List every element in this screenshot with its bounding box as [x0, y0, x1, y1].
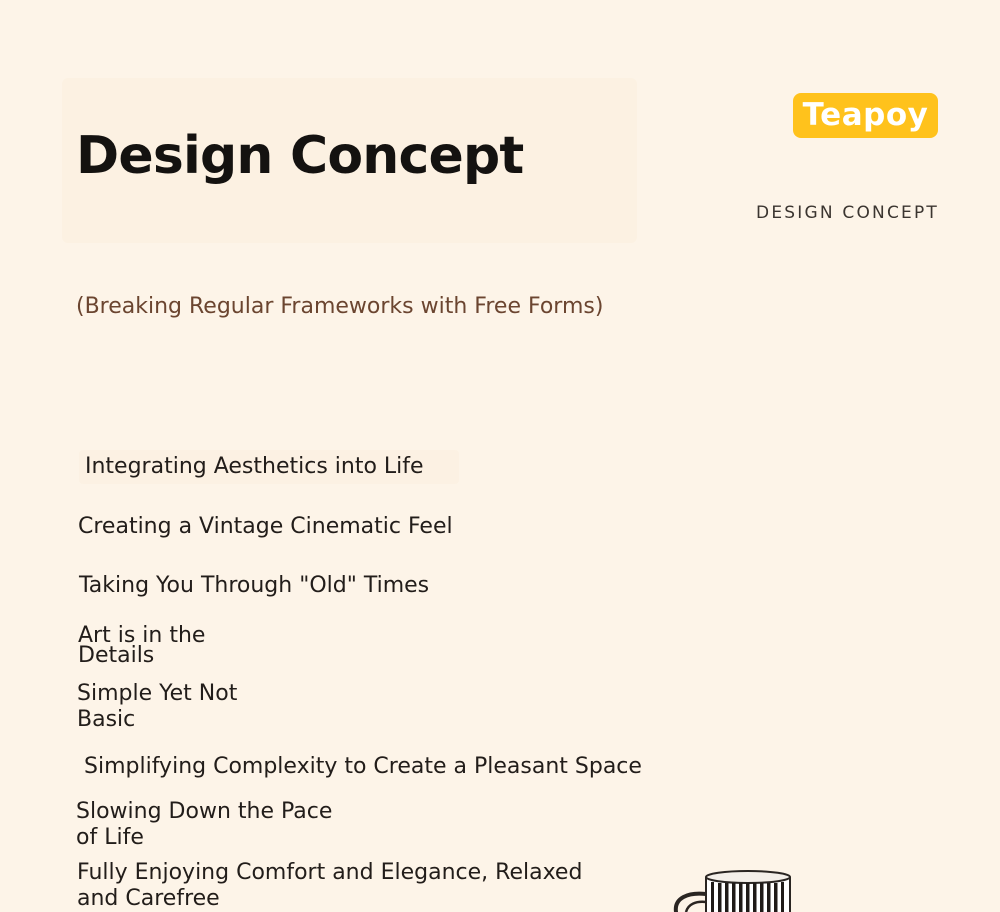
concept-item-simplifying: Simplifying Complexity to Create a Pleasant Space: [84, 754, 642, 779]
concept-item-comfort: Fully Enjoying Comfort and Elegance, Relaxed and Carefree: [77, 860, 583, 911]
section-label: DESIGN CONCEPT: [756, 203, 939, 223]
brand-badge: Teapoy: [793, 93, 938, 138]
concept-item-simple: Simple Yet Not Basic: [77, 681, 238, 732]
striped-cup-image: [668, 868, 798, 912]
concept-item-aesthetics: Integrating Aesthetics into Life: [79, 450, 459, 484]
concept-item-slow-pace: Slowing Down the Pace of Life: [76, 799, 333, 850]
concept-item-details: Art is in the Details: [78, 623, 206, 668]
page-title: Design Concept: [76, 126, 524, 186]
concept-item-vintage: Creating a Vintage Cinematic Feel: [78, 514, 453, 539]
subtitle: (Breaking Regular Frameworks with Free Forms): [76, 294, 604, 319]
concept-item-old-times: Taking You Through "Old" Times: [79, 573, 430, 598]
